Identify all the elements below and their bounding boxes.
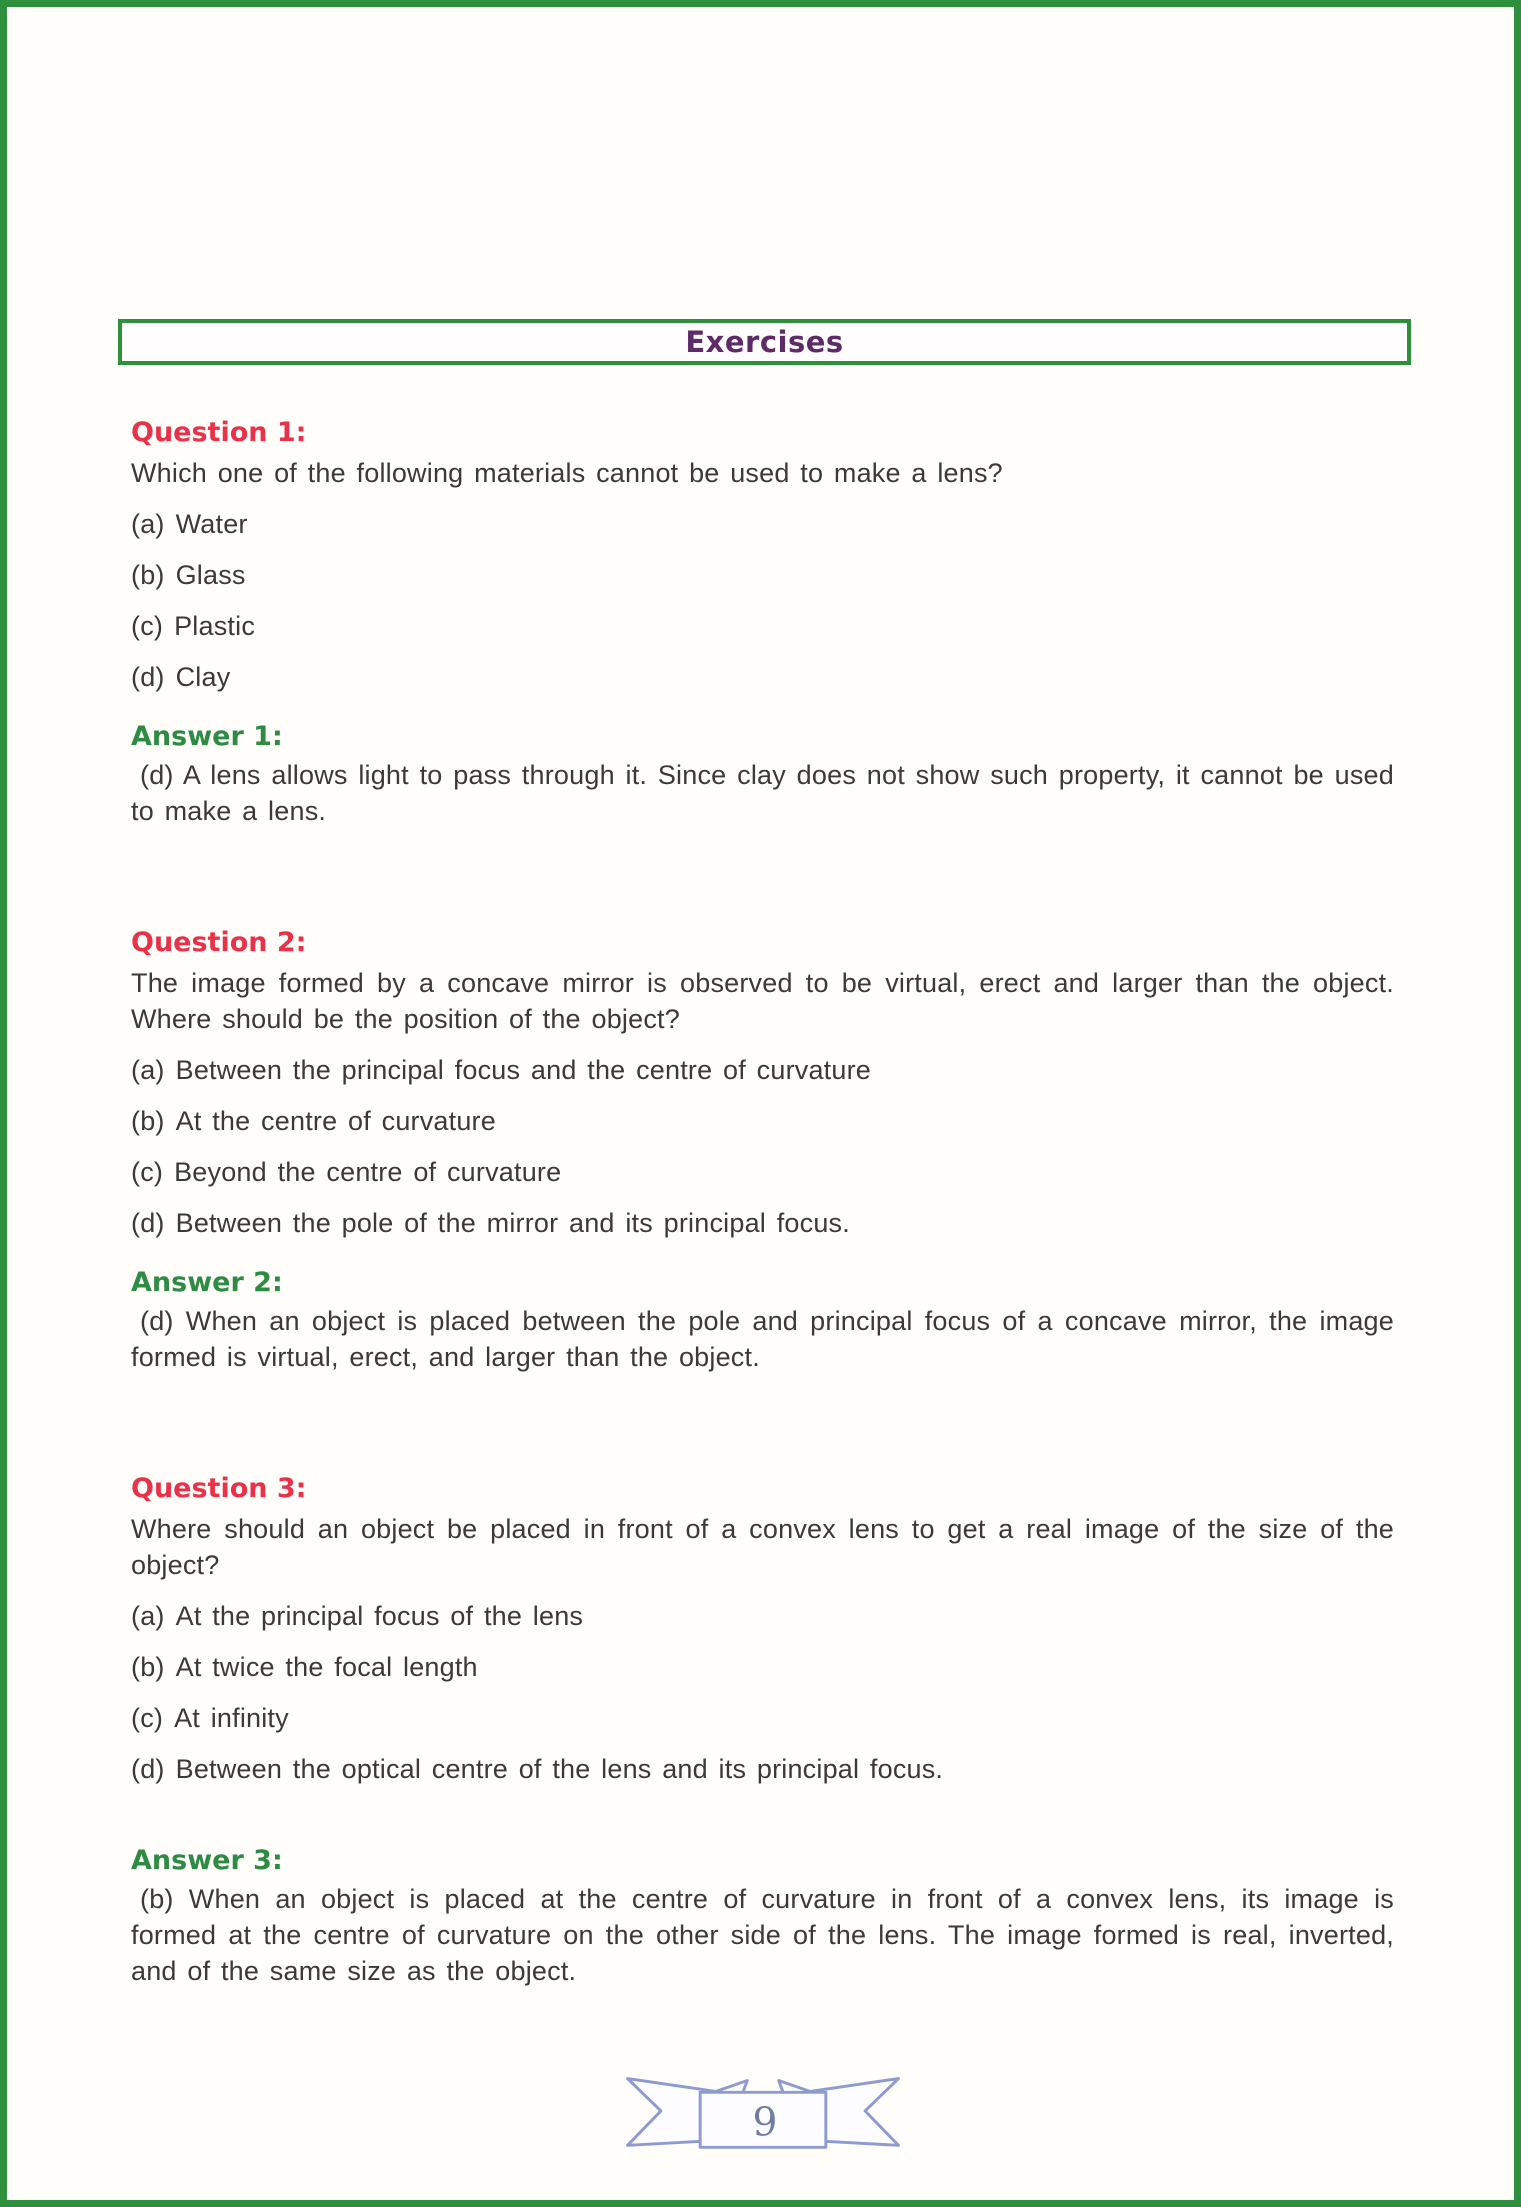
answer-label: Answer 2: <box>131 1267 283 1298</box>
option-row <box>131 1154 1394 1190</box>
answer-text: (b) When an object is placed at the centre of curvature in front of a convex lens, its image is formed at the centre of curvature on the other side of the lens. The image formed is real, inverted, and of the same size as the object. <box>131 1884 1394 1986</box>
option-text: At infinity <box>174 1703 289 1733</box>
option-text: Water <box>175 509 248 539</box>
option-key: (a) <box>131 509 165 539</box>
option-text: Between the principal focus and the centre of curvature <box>175 1055 872 1085</box>
question-label: Question 2: <box>131 927 307 958</box>
question-text: Which one of the following materials cannot be used to make a lens? <box>131 458 1003 488</box>
option-row <box>131 1700 1394 1736</box>
option-text: Beyond the centre of curvature <box>174 1157 562 1187</box>
option-key: (c) <box>131 1703 164 1733</box>
page-footer <box>131 2055 1394 2163</box>
answer-label: Answer 3: <box>131 1845 283 1876</box>
option-text: Plastic <box>174 611 256 641</box>
question-text: The image formed by a concave mirror is observed to be virtual, erect and larger than the object. Where should be the position of the object? <box>131 968 1394 1034</box>
question-label: Question 1: <box>131 417 307 448</box>
option-text: At the principal focus of the lens <box>175 1601 584 1631</box>
option-key: (c) <box>131 1157 164 1187</box>
option-key: (d) <box>131 1208 165 1238</box>
qa-block <box>131 925 1394 1375</box>
option-row <box>131 506 1394 542</box>
option-row <box>131 1205 1394 1241</box>
option-row <box>131 1649 1394 1685</box>
option-row <box>131 659 1394 695</box>
option-text: At twice the focal length <box>175 1652 478 1682</box>
answer-text: (d) A lens allows light to pass through it. Since clay does not show such property, it cannot be used to make a lens. <box>131 760 1394 826</box>
ribbon-banner-icon <box>612 2055 914 2163</box>
option-row <box>131 1103 1394 1139</box>
exercises-title-box <box>118 319 1411 365</box>
option-text: Clay <box>175 662 231 692</box>
option-key: (c) <box>131 611 164 641</box>
option-text: Between the optical centre of the lens and its principal focus. <box>175 1754 944 1784</box>
option-key: (a) <box>131 1055 165 1085</box>
answer-text: (d) When an object is placed between the pole and principal focus of a concave mirror, the image formed is virtual, erect, and larger than the object. <box>131 1306 1394 1372</box>
option-key: (b) <box>131 1652 165 1682</box>
answer-label: Answer 1: <box>131 721 283 752</box>
option-text: At the centre of curvature <box>175 1106 496 1136</box>
question-label: Question 3: <box>131 1473 307 1504</box>
question-text: Where should an object be placed in front of a convex lens to get a real image of the size of the object? <box>131 1514 1394 1580</box>
option-row <box>131 1598 1394 1634</box>
page-title: Exercises <box>685 325 844 359</box>
option-row <box>131 608 1394 644</box>
option-text: Between the pole of the mirror and its principal focus. <box>175 1208 850 1238</box>
qa-block <box>131 1471 1394 1989</box>
option-key: (a) <box>131 1601 165 1631</box>
option-row <box>131 1751 1394 1787</box>
page-content <box>7 415 1514 2163</box>
option-key: (d) <box>131 1754 165 1784</box>
option-row <box>131 557 1394 593</box>
option-key: (b) <box>131 560 165 590</box>
option-text: Glass <box>175 560 246 590</box>
option-row <box>131 1052 1394 1088</box>
option-key: (d) <box>131 662 165 692</box>
page-number: 9 <box>751 2100 777 2146</box>
option-key: (b) <box>131 1106 165 1136</box>
qa-block <box>131 415 1394 829</box>
